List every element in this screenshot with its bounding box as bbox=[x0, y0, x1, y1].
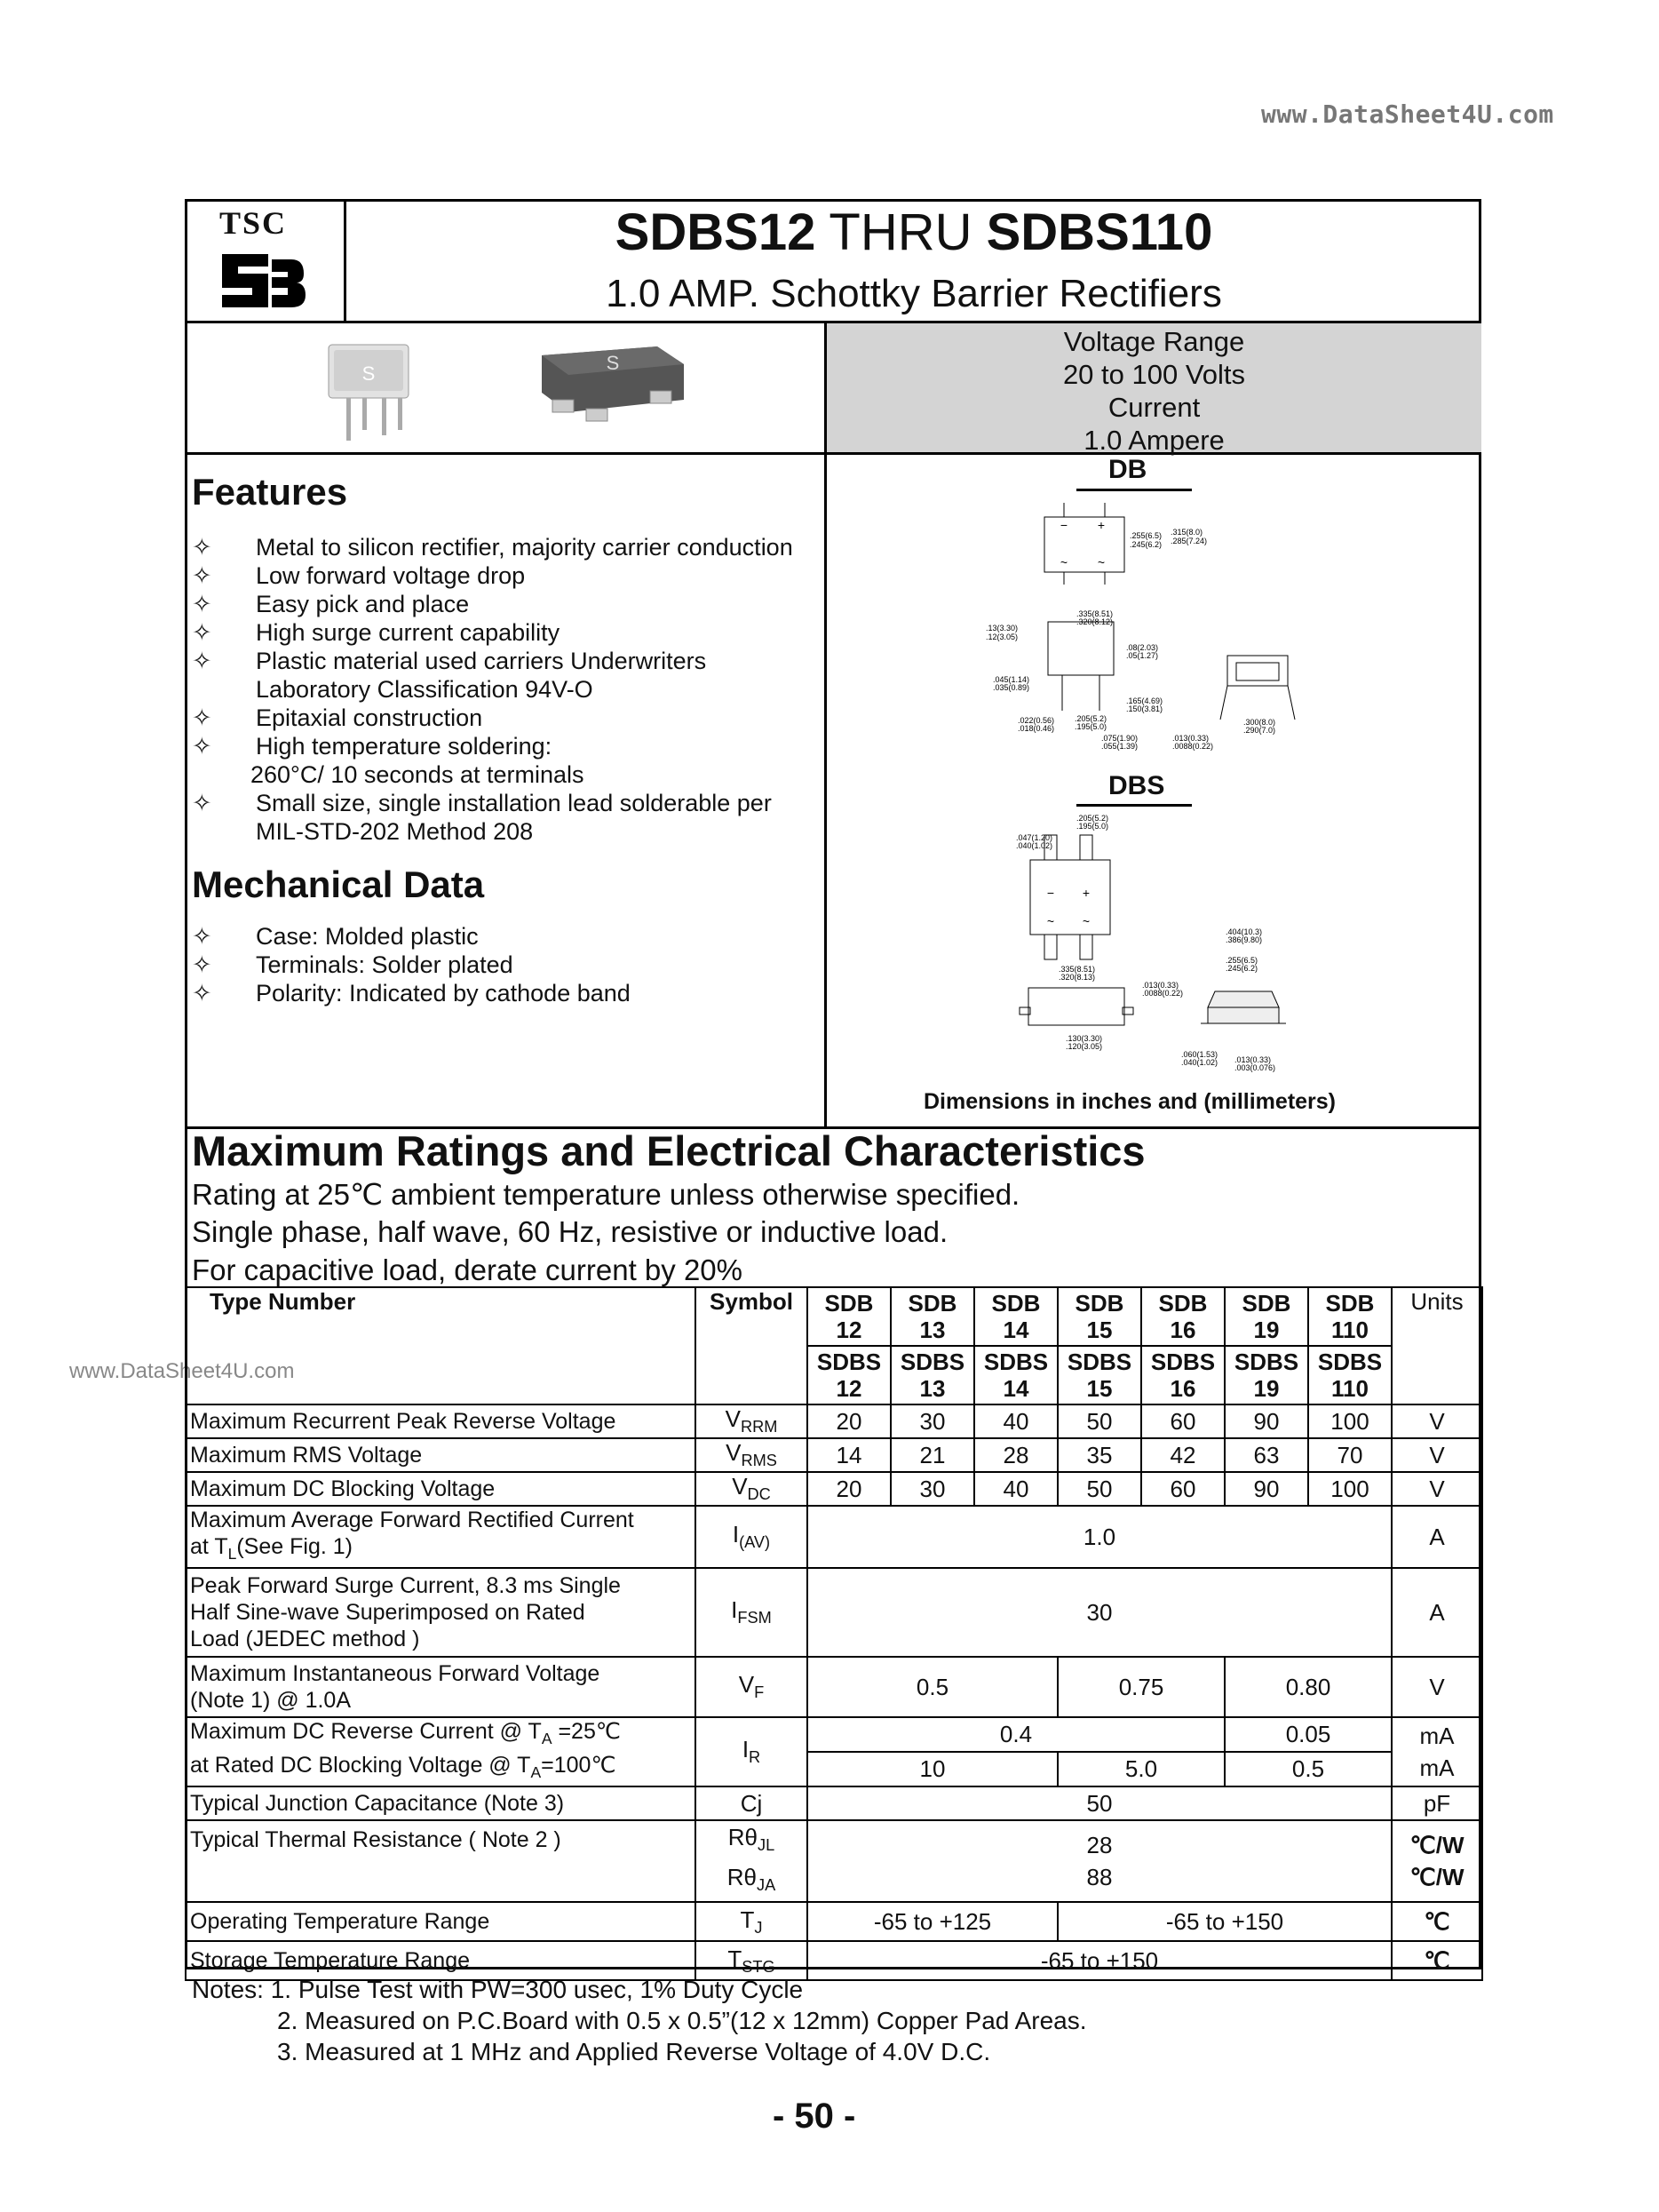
svg-text:.13(3.30): .13(3.30) bbox=[986, 624, 1019, 633]
svg-text:.013(0.33): .013(0.33) bbox=[1234, 1055, 1272, 1064]
table-row bbox=[186, 1472, 1482, 1506]
dimensions-caption: Dimensions in inches and (millimeters) bbox=[924, 1089, 1337, 1114]
svg-text:~: ~ bbox=[1097, 555, 1106, 569]
svg-text:.12(3.05): .12(3.05) bbox=[986, 633, 1019, 641]
list-item: ✧ Epitaxial construction bbox=[192, 704, 483, 731]
note-line: 3. Measured at 1 MHz and Applied Reverse Voltage of 4.0V D.C. bbox=[277, 2038, 991, 2065]
spec-summary bbox=[827, 323, 1481, 457]
part-header: SDB 12 bbox=[807, 1287, 891, 1346]
diamond-bullet-icon: ✧ bbox=[192, 951, 212, 978]
ratings-table bbox=[185, 1286, 1483, 1981]
db-underline bbox=[1076, 489, 1192, 491]
part-header: SDBS 14 bbox=[974, 1346, 1058, 1404]
unit-cell: mA mA bbox=[1392, 1717, 1482, 1786]
title-part-1: SDBS12 bbox=[615, 203, 816, 261]
part-header: SDB 13 bbox=[891, 1287, 974, 1346]
diamond-bullet-icon: ✧ bbox=[192, 923, 212, 950]
param-cell: Maximum Recurrent Peak Reverse Voltage bbox=[186, 1404, 695, 1438]
svg-text:~: ~ bbox=[1082, 914, 1091, 928]
svg-text:.386(9.80): .386(9.80) bbox=[1226, 935, 1263, 944]
svg-text:.195(5.0): .195(5.0) bbox=[1075, 722, 1107, 731]
svg-text:.205(5.2): .205(5.2) bbox=[1076, 814, 1109, 823]
value-cell: 0.75 bbox=[1058, 1657, 1225, 1717]
part-header: SDBS 110 bbox=[1308, 1346, 1392, 1404]
svg-text:.018(0.46): .018(0.46) bbox=[1018, 724, 1055, 733]
value-cell: 20 bbox=[807, 1472, 891, 1506]
unit-cell: A bbox=[1392, 1568, 1482, 1657]
svg-text:.075(1.90): .075(1.90) bbox=[1101, 734, 1139, 743]
value-cell: 30 bbox=[891, 1404, 974, 1438]
ratings-note: Rating at 25℃ ambient temperature unless otherwise specified. bbox=[192, 1178, 1020, 1211]
svg-text:.040(1.02): .040(1.02) bbox=[1016, 841, 1053, 850]
title-thru: THRU bbox=[815, 203, 987, 261]
dbs-label: DBS bbox=[1108, 771, 1165, 800]
param-cell: Typical Junction Capacitance (Note 3) bbox=[186, 1786, 695, 1820]
symbol-cell: $T_{STG}$ bbox=[695, 1941, 807, 1980]
value-cell: 35 bbox=[1058, 1438, 1141, 1472]
value-cell: 70 bbox=[1308, 1438, 1392, 1472]
svg-text:.320(8.13): .320(8.13) bbox=[1059, 973, 1096, 982]
value-cell: 90 bbox=[1225, 1404, 1308, 1438]
watermark-top: www.DataSheet4U.com bbox=[1261, 99, 1554, 129]
svg-text:+: + bbox=[1082, 886, 1091, 900]
value-cell: 100 bbox=[1308, 1472, 1392, 1506]
list-item: ✧ Plastic material used carriers Underwriters Laboratory Classification 94V-O bbox=[192, 648, 707, 703]
symbol-cell: $V_{DC}$ bbox=[695, 1472, 807, 1506]
svg-text:.0088(0.22): .0088(0.22) bbox=[1142, 989, 1184, 998]
svg-text:.013(0.33): .013(0.33) bbox=[1142, 981, 1179, 990]
value-cell: 5.0 bbox=[1058, 1752, 1225, 1786]
value-cell: 90 bbox=[1225, 1472, 1308, 1506]
diamond-bullet-icon: ✧ bbox=[192, 534, 212, 561]
value-cell: 30 bbox=[891, 1472, 974, 1506]
svg-text:.320(8.12): .320(8.12) bbox=[1076, 617, 1114, 626]
logo-text: TSC bbox=[219, 205, 288, 241]
symbol-cell: $V_{RRM}$ bbox=[695, 1404, 807, 1438]
svg-text:S: S bbox=[361, 362, 376, 385]
svg-text:.040(1.02): .040(1.02) bbox=[1181, 1058, 1218, 1067]
symbol-header: Symbol bbox=[695, 1287, 807, 1404]
table-row bbox=[186, 1786, 1482, 1820]
unit-cell: V bbox=[1392, 1472, 1482, 1506]
units-header: Units bbox=[1392, 1287, 1482, 1404]
value-cell: 0.5 bbox=[1225, 1752, 1392, 1786]
symbol-cell: $R\theta_{JL}$ $R\theta_{JA}$ bbox=[695, 1820, 807, 1902]
param-cell: Maximum DC Blocking Voltage bbox=[186, 1472, 695, 1506]
table-row bbox=[186, 1506, 1482, 1568]
dbs-underline bbox=[1076, 804, 1192, 807]
value-cell: 28 88 bbox=[807, 1820, 1392, 1902]
svg-text:−: − bbox=[1060, 518, 1068, 532]
spec-line: Current bbox=[1107, 392, 1201, 423]
table-row bbox=[186, 1717, 1482, 1752]
diamond-bullet-icon: ✧ bbox=[192, 648, 212, 674]
ratings-note: For capacitive load, derate current by 20% bbox=[192, 1253, 742, 1286]
svg-text:.045(1.14): .045(1.14) bbox=[993, 675, 1030, 684]
table-row bbox=[186, 1902, 1482, 1941]
param-cell: Maximum DC Reverse Current @ $T_A$ =25℃ at Rated DC Blocking Voltage @ $T_A=100℃$ bbox=[186, 1717, 695, 1786]
part-header: SDBS 13 bbox=[891, 1346, 974, 1404]
svg-text:.255(6.5): .255(6.5) bbox=[1226, 956, 1258, 965]
svg-text:.08(2.03): .08(2.03) bbox=[1126, 643, 1159, 652]
svg-text:.05(1.27): .05(1.27) bbox=[1126, 651, 1159, 660]
param-cell: Maximum Average Forward Rectified Current at $T_L(See$ Fig. 1) bbox=[186, 1506, 695, 1568]
value-cell: 14 bbox=[807, 1438, 891, 1472]
value-cell: -65 to +125 bbox=[807, 1902, 1058, 1941]
features-list bbox=[192, 533, 822, 846]
svg-text:.150(3.81): .150(3.81) bbox=[1126, 704, 1163, 713]
value-cell: 50 bbox=[1058, 1404, 1141, 1438]
diamond-bullet-icon: ✧ bbox=[192, 562, 212, 589]
symbol-cell: $T_J$ bbox=[695, 1902, 807, 1941]
tsc-logo-icon bbox=[213, 247, 309, 314]
page-number: - 50 - bbox=[773, 2097, 856, 2136]
unit-cell: V bbox=[1392, 1404, 1482, 1438]
svg-text:S: S bbox=[606, 352, 620, 374]
db-label: DB bbox=[1108, 455, 1147, 484]
param-cell: Maximum Instantaneous Forward Voltage (Note 1) @ 1.0A bbox=[186, 1657, 695, 1717]
svg-text:.290(7.0): .290(7.0) bbox=[1243, 726, 1276, 735]
svg-text:.165(4.69): .165(4.69) bbox=[1126, 696, 1163, 705]
value-cell: 40 bbox=[974, 1404, 1058, 1438]
value-cell: 40 bbox=[974, 1472, 1058, 1506]
title-part-2: SDBS110 bbox=[986, 203, 1213, 261]
svg-text:.315(8.0): .315(8.0) bbox=[1171, 528, 1203, 537]
diamond-bullet-icon: ✧ bbox=[192, 591, 212, 617]
svg-text:.285(7.24): .285(7.24) bbox=[1171, 537, 1208, 545]
list-item: ✧ Terminals: Solder plated bbox=[192, 951, 513, 978]
value-cell: 0.4 bbox=[807, 1717, 1225, 1752]
spec-line: 20 to 100 Volts bbox=[1062, 359, 1246, 390]
svg-text:.003(0.076): .003(0.076) bbox=[1234, 1063, 1276, 1072]
package-photo bbox=[320, 338, 710, 444]
value-cell: 0.80 bbox=[1225, 1657, 1392, 1717]
list-item: ✧ Polarity: Indicated by cathode band bbox=[192, 980, 631, 1007]
page-subtitle: 1.0 AMP. Schottky Barrier Rectifiers bbox=[606, 272, 1222, 315]
svg-text:.205(5.2): .205(5.2) bbox=[1075, 714, 1107, 723]
symbol-cell: $V_F$ bbox=[695, 1657, 807, 1717]
svg-text:.404(10.3): .404(10.3) bbox=[1226, 927, 1263, 936]
page-title bbox=[346, 203, 1481, 262]
svg-text:.047(1.20): .047(1.20) bbox=[1016, 833, 1053, 842]
symbol-cell: $I_R$ bbox=[695, 1717, 807, 1786]
svg-text:.013(0.33): .013(0.33) bbox=[1172, 734, 1210, 743]
value-cell: 30 bbox=[807, 1568, 1392, 1657]
svg-text:.335(8.51): .335(8.51) bbox=[1059, 965, 1096, 974]
param-cell: Operating Temperature Range bbox=[186, 1902, 695, 1941]
svg-text:.120(3.05): .120(3.05) bbox=[1066, 1042, 1103, 1051]
table-row bbox=[186, 1820, 1482, 1902]
value-cell: -65 to +150 bbox=[807, 1941, 1392, 1980]
symbol-cell: $V_{RMS}$ bbox=[695, 1438, 807, 1472]
list-item: ✧ High surge current capability bbox=[192, 619, 560, 646]
spec-line: Voltage Range bbox=[1063, 326, 1245, 357]
value-cell: 20 bbox=[807, 1404, 891, 1438]
table-row bbox=[186, 1568, 1482, 1657]
value-cell: 50 bbox=[807, 1786, 1392, 1820]
table-row bbox=[186, 1438, 1482, 1472]
unit-cell: pF bbox=[1392, 1786, 1482, 1820]
value-cell: 50 bbox=[1058, 1472, 1141, 1506]
svg-text:.055(1.39): .055(1.39) bbox=[1101, 742, 1139, 751]
svg-text:.130(3.30): .130(3.30) bbox=[1066, 1034, 1103, 1043]
mechanical-list bbox=[192, 922, 822, 1007]
svg-text:.060(1.53): .060(1.53) bbox=[1181, 1050, 1218, 1059]
value-cell: -65 to +150 bbox=[1058, 1902, 1392, 1941]
type-number-header: Type Number bbox=[186, 1287, 695, 1404]
table-row bbox=[186, 1404, 1482, 1438]
part-header: SDBS 19 bbox=[1225, 1346, 1308, 1404]
svg-text:.022(0.56): .022(0.56) bbox=[1018, 716, 1055, 725]
diamond-bullet-icon: ✧ bbox=[192, 733, 212, 760]
svg-text:.255(6.5): .255(6.5) bbox=[1130, 531, 1163, 540]
value-cell: 10 bbox=[807, 1752, 1058, 1786]
part-header: SDB 16 bbox=[1141, 1287, 1225, 1346]
svg-text:~: ~ bbox=[1046, 914, 1055, 928]
symbol-cell: $I_{(AV)}$ bbox=[695, 1506, 807, 1568]
table-row bbox=[186, 1657, 1482, 1717]
unit-cell: ℃/W ℃/W bbox=[1392, 1820, 1482, 1902]
list-item: ✧ Case: Molded plastic bbox=[192, 923, 479, 950]
features-title: Features bbox=[192, 471, 348, 513]
part-header: SDBS 15 bbox=[1058, 1346, 1141, 1404]
unit-cell: ℃ bbox=[1392, 1902, 1482, 1941]
svg-text:.195(5.0): .195(5.0) bbox=[1076, 822, 1109, 831]
note-line: 2. Measured on P.C.Board with 0.5 x 0.5”(12 x 12mm) Copper Pad Areas. bbox=[277, 2007, 1087, 2034]
svg-text:.335(8.51): .335(8.51) bbox=[1076, 609, 1114, 618]
value-cell: 28 bbox=[974, 1438, 1058, 1472]
value-cell: 1.0 bbox=[807, 1506, 1392, 1568]
svg-text:+: + bbox=[1097, 518, 1106, 532]
value-cell: 100 bbox=[1308, 1404, 1392, 1438]
list-item: ✧ Small size, single installation lead solderable per MIL-STD-202 Method 208 bbox=[192, 790, 772, 845]
db-dimension-drawing bbox=[977, 497, 1350, 764]
notes bbox=[192, 1974, 1087, 2067]
ratings-note: Single phase, half wave, 60 Hz, resistive or inductive load. bbox=[192, 1215, 949, 1248]
part-header: SDB 15 bbox=[1058, 1287, 1141, 1346]
list-item: ✧ Low forward voltage drop bbox=[192, 562, 526, 589]
symbol-cell: Cj bbox=[695, 1786, 807, 1820]
part-header: SDB 14 bbox=[974, 1287, 1058, 1346]
note-line: Notes: 1. Pulse Test with PW=300 usec, 1% Duty Cycle bbox=[192, 1976, 804, 2003]
value-cell: 0.05 bbox=[1225, 1717, 1392, 1752]
svg-text:.0088(0.22): .0088(0.22) bbox=[1172, 742, 1214, 751]
table-header-row bbox=[186, 1287, 1482, 1346]
spec-line: 1.0 Ampere bbox=[1084, 425, 1225, 456]
dbs-dimension-drawing bbox=[1012, 810, 1368, 1086]
diamond-bullet-icon: ✧ bbox=[192, 790, 212, 816]
ratings-title: Maximum Ratings and Electrical Characteristics bbox=[192, 1127, 1146, 1174]
diamond-bullet-icon: ✧ bbox=[192, 619, 212, 646]
list-item: ✧ Easy pick and place bbox=[192, 591, 470, 617]
value-cell: 63 bbox=[1225, 1438, 1308, 1472]
svg-text:.035(0.89): .035(0.89) bbox=[993, 683, 1030, 692]
param-cell: Peak Forward Surge Current, 8.3 ms Single Half Sine-wave Superimposed on Rated Load (JEDEC method ) bbox=[186, 1568, 695, 1657]
part-header: SDBS 16 bbox=[1141, 1346, 1225, 1404]
svg-text:−: − bbox=[1046, 886, 1055, 900]
value-cell: 60 bbox=[1141, 1404, 1225, 1438]
part-header: SDB 110 bbox=[1308, 1287, 1392, 1346]
unit-cell: V bbox=[1392, 1657, 1482, 1717]
svg-text:.245(6.2): .245(6.2) bbox=[1226, 964, 1258, 973]
svg-text:.300(8.0): .300(8.0) bbox=[1243, 718, 1276, 727]
diamond-bullet-icon: ✧ bbox=[192, 980, 212, 1007]
svg-text:.245(6.2): .245(6.2) bbox=[1130, 540, 1163, 549]
symbol-cell: $I_{FSM}$ bbox=[695, 1568, 807, 1657]
value-cell: 21 bbox=[891, 1438, 974, 1472]
param-cell: Maximum RMS Voltage bbox=[186, 1438, 695, 1472]
param-cell: Typical Thermal Resistance ( Note 2 ) bbox=[186, 1820, 695, 1902]
unit-cell: V bbox=[1392, 1438, 1482, 1472]
value-cell: 42 bbox=[1141, 1438, 1225, 1472]
list-item: ✧ Metal to silicon rectifier, majority carrier conduction bbox=[192, 534, 793, 561]
watermark-mid: www.DataSheet4U.com bbox=[69, 1359, 295, 1383]
part-header: SDBS 12 bbox=[807, 1346, 891, 1404]
list-item: ✧ High temperature soldering: 260°C/ 10 seconds at terminals bbox=[192, 733, 584, 788]
part-header: SDB 19 bbox=[1225, 1287, 1308, 1346]
value-cell: 60 bbox=[1141, 1472, 1225, 1506]
mechanical-title: Mechanical Data bbox=[192, 863, 485, 905]
value-cell: 0.5 bbox=[807, 1657, 1058, 1717]
svg-text:~: ~ bbox=[1060, 555, 1068, 569]
unit-cell: ℃ bbox=[1392, 1941, 1482, 1980]
unit-cell: A bbox=[1392, 1506, 1482, 1568]
diamond-bullet-icon: ✧ bbox=[192, 704, 212, 731]
param-cell: Storage Temperature Range bbox=[186, 1941, 695, 1980]
